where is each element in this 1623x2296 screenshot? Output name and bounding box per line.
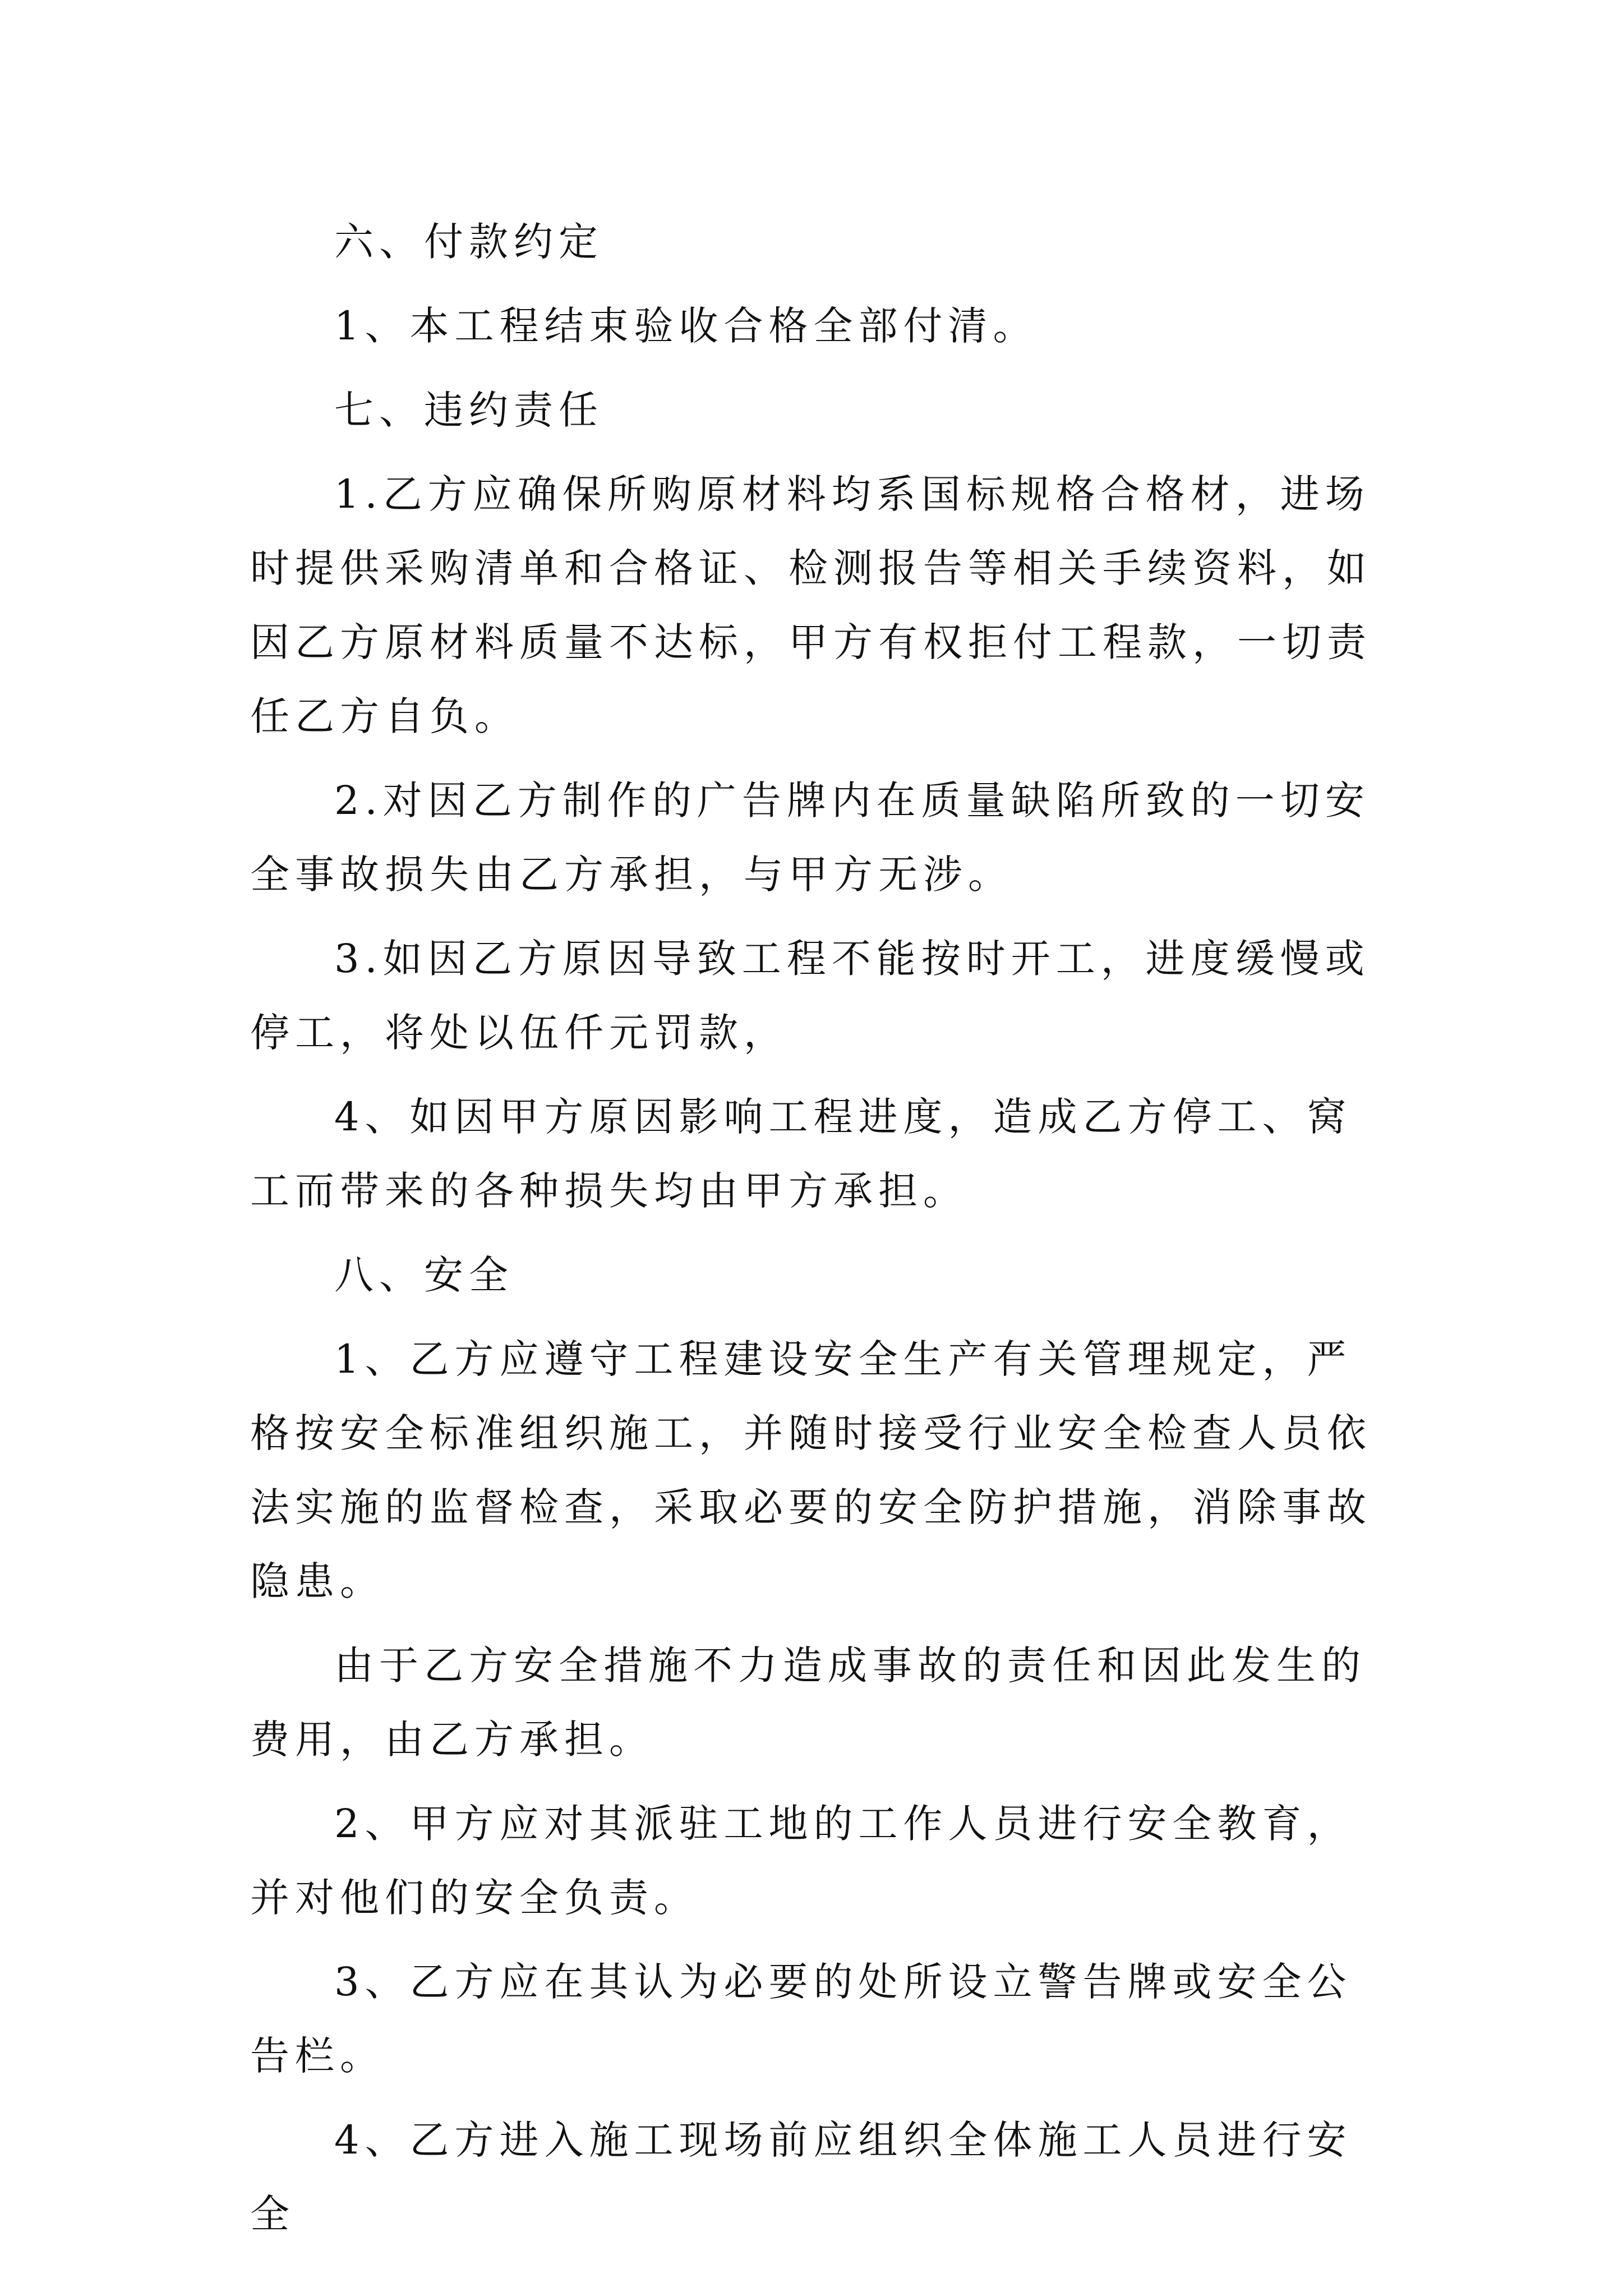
liability-clause-3: 3.如因乙方原因导致工程不能按时开工，进度缓慢或停工，将处以伍仟元罚款， bbox=[250, 936, 1370, 1056]
safety-clause-2: 2、甲方应对其派驻工地的工作人员进行安全教育，并对他们的安全负责。 bbox=[250, 1801, 1352, 1921]
safety-clause-4: 4、乙方进入施工现场前应组织全体施工人员进行安全 bbox=[250, 2117, 1352, 2237]
document-body bbox=[250, 205, 1394, 2261]
liability-clause-1: 1.乙方应确保所购原材料均系国标规格合格材，进场时提供采购清单和合格证、检测报告等相关手续资料，如因乙方原材料质量不达标，甲方有权拒付工程款，一切责任乙方自负。 bbox=[250, 471, 1372, 739]
payment-clause-1: 1、本工程结束验收合格全部付清。 bbox=[334, 303, 1038, 349]
safety-clause-1-continuation: 由于乙方安全措施不力造成事故的责任和因此发生的费用，由乙方承担。 bbox=[250, 1642, 1366, 1763]
liability-clause-2: 2.对因乙方制作的广告牌内在质量缺陷所致的一切安全事故损失由乙方承担，与甲方无涉。 bbox=[250, 777, 1370, 898]
safety-clause-1: 1、乙方应遵守工程建设安全生产有关管理规定，严格按安全标准组织施工，并随时接受行业安全检查人员依法实施的监督检查，采取必要的安全防护措施，消除事故隐患。 bbox=[250, 1336, 1372, 1604]
section-heading-safety: 八、安全 bbox=[334, 1252, 514, 1298]
liability-clause-4: 4、如因甲方原因影响工程进度，造成乙方停工、窝工而带来的各种损失均由甲方承担。 bbox=[250, 1094, 1352, 1214]
safety-clause-3: 3、乙方应在其认为必要的处所设立警告牌或安全公告栏。 bbox=[250, 1959, 1352, 2079]
section-heading-liability: 七、违约责任 bbox=[334, 387, 603, 433]
section-heading-payment: 六、付款约定 bbox=[334, 219, 603, 265]
